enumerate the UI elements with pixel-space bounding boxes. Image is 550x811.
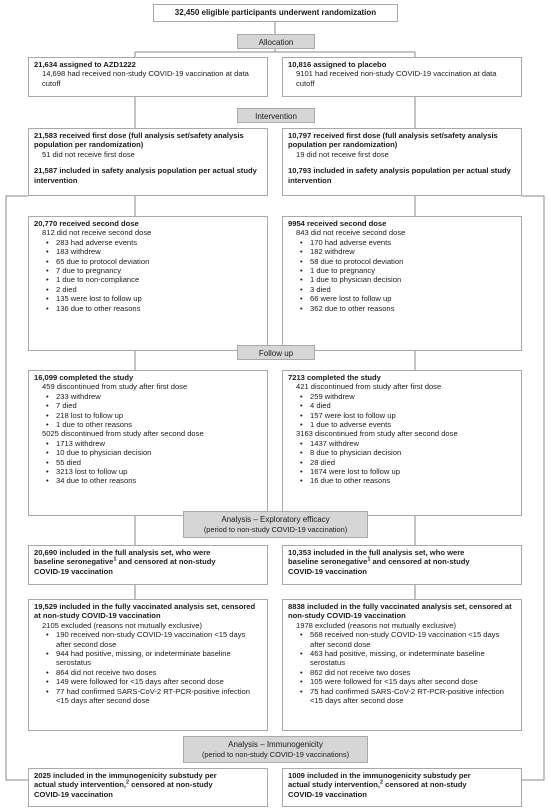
left-completed-title: 16,099 completed the study — [34, 373, 134, 382]
list-item: • 3213 lost to follow up — [56, 467, 262, 476]
list-item: • 568 received non-study COVID-19 vaccination <15 days after second dose — [310, 630, 516, 649]
list-item: • 944 had positive, missing, or indeterminate baseline serostatus — [56, 649, 262, 668]
left-first-dose-sub: 51 did not receive first dose — [42, 149, 135, 159]
left-disc-second: 5025 discontinued from study after second dose — [42, 429, 204, 439]
left-second-dose-title: 20,770 received second dose — [34, 219, 139, 228]
left-fas-line3: COVID-19 vaccination — [34, 566, 113, 576]
list-item: • 218 lost to follow up — [56, 411, 262, 420]
list-item: • 1 due to pregnancy — [310, 266, 516, 275]
left-fas-line2b: and censored at non-study — [116, 557, 216, 567]
right-second-dose-title: 9954 received second dose — [288, 219, 387, 228]
list-item: • 183 withdrew — [56, 247, 262, 256]
list-item: • 34 due to other reasons — [56, 476, 262, 485]
right-fvas-sub: 1978 excluded (reasons not mutually exclusive) — [296, 620, 456, 630]
list-item: • 10 due to physician decision — [56, 448, 262, 457]
phase-immuno-sub: (period to non-study COVID-19 vaccinations) — [201, 749, 350, 759]
right-fas-line2b: and censored at non-study — [370, 557, 470, 567]
right-fvas-list — [288, 630, 516, 705]
left-assign-title: 21,634 assigned to AZD1222 — [34, 60, 136, 69]
left-fas-line1: 20,690 included in the full analysis set, who were — [34, 548, 211, 557]
right-assign-title: 10,816 assigned to placebo — [288, 60, 387, 69]
list-item: • 157 were lost to follow up — [310, 411, 516, 420]
right-first-dose-sub: 19 did not receive first dose — [296, 149, 389, 159]
left-fas-box — [28, 545, 268, 585]
phase-allocation — [237, 34, 315, 49]
list-item: • 105 were followed for <15 days after second dose — [310, 677, 516, 686]
list-item: • 7 due to pregnancy — [56, 266, 262, 275]
list-item: • 77 had confirmed SARS-CoV-2 RT-PCR-positive infection <15 days after second dose — [56, 687, 262, 706]
right-first-dose-box — [282, 128, 522, 196]
left-completed-box — [28, 370, 268, 516]
list-item: • 190 received non-study COVID-19 vaccination <15 days after second dose — [56, 630, 262, 649]
left-immuno-footnote: 2 — [126, 779, 130, 786]
left-fvas-sub: 2105 excluded (reasons not mutually exclusive) — [42, 620, 202, 630]
list-item: • 463 had positive, missing, or indeterminate baseline serostatus — [310, 649, 516, 668]
right-immuno-line1: 1009 included in the immunogenicity substudy per — [288, 771, 471, 780]
list-item: • 136 due to other reasons — [56, 304, 262, 313]
list-item: • 1 due to adverse events — [310, 420, 516, 429]
phase-immuno-title: Analysis – Immunogenicity — [228, 740, 323, 749]
list-item: • 1 due to non-compliance — [56, 275, 262, 284]
left-disc-second-list — [34, 439, 262, 486]
left-second-dose-box — [28, 216, 268, 351]
left-disc-first: 459 discontinued from study after first dose — [42, 382, 188, 392]
right-fas-line2a: baseline seronegative — [288, 557, 368, 567]
right-immuno-line2b: censored at non-study — [383, 780, 467, 790]
right-fas-line1: 10,353 included in the full analysis set, who were — [288, 548, 465, 557]
list-item: • 8 due to physician decision — [310, 448, 516, 457]
list-item: • 58 due to protocol deviation — [310, 257, 516, 266]
list-item: • 362 due to other reasons — [310, 304, 516, 313]
left-safety-title: 21,587 included in safety analysis population per actual study intervention — [34, 166, 257, 185]
left-second-dose-list — [34, 238, 262, 313]
right-assign-box — [282, 57, 522, 97]
list-item: • 233 withdrew — [56, 392, 262, 401]
right-completed-title: 7213 completed the study — [288, 373, 381, 382]
randomization-box — [153, 4, 398, 22]
list-item: • 1713 withdrew — [56, 439, 262, 448]
list-item: • 149 were followed for <15 days after second dose — [56, 677, 262, 686]
left-immuno-line2a: actual study intervention, — [34, 780, 126, 790]
list-item: • 55 died — [56, 458, 262, 467]
list-item: • 2 died — [56, 285, 262, 294]
phase-exploratory-efficacy — [183, 511, 368, 538]
phase-immunogenicity — [183, 736, 368, 763]
right-disc-second-list — [288, 439, 516, 486]
left-assign-sub: 14,698 had received non-study COVID-19 vaccination at data cutoff — [42, 69, 249, 88]
right-completed-box — [282, 370, 522, 516]
left-fas-line2a: baseline seronegative — [34, 557, 114, 567]
left-fvas-box — [28, 599, 268, 731]
list-item: • 75 had confirmed SARS-CoV-2 RT-PCR-positive infection <15 days after second dose — [310, 687, 516, 706]
right-second-dose-box — [282, 216, 522, 351]
left-first-dose-box — [28, 128, 268, 196]
left-disc-first-list — [34, 392, 262, 430]
list-item: • 862 did not receive two doses — [310, 668, 516, 677]
list-item: • 135 were lost to follow up — [56, 294, 262, 303]
left-immuno-line1: 2025 included in the immunogenicity substudy per — [34, 771, 217, 780]
list-item: • 4 died — [310, 401, 516, 410]
list-item: • 283 had adverse events — [56, 238, 262, 247]
left-immuno-box — [28, 768, 268, 807]
list-item: • 66 were lost to follow up — [310, 294, 516, 303]
phase-allocation-label: Allocation — [258, 38, 294, 47]
left-fvas-title: 19,529 included in the fully vaccinated analysis set, censored at non-study COVID-19 vaccination — [34, 602, 256, 621]
right-fvas-box — [282, 599, 522, 731]
right-immuno-line2a: actual study intervention, — [288, 780, 380, 790]
list-item: • 1 due to physician decision — [310, 275, 516, 284]
list-item: • 182 withdrew — [310, 247, 516, 256]
right-fas-box — [282, 545, 522, 585]
phase-exploratory-title: Analysis – Exploratory efficacy — [221, 515, 330, 524]
right-second-dose-list — [288, 238, 516, 313]
right-first-dose-title: 10,797 received first dose (full analysis set/safety analysis population per randomization) — [288, 131, 498, 150]
right-assign-sub: 9101 had received non-study COVID-19 vaccination at data cutoff — [296, 69, 497, 88]
list-item: • 1437 withdrew — [310, 439, 516, 448]
phase-intervention — [237, 108, 315, 123]
right-immuno-line3: COVID-19 vaccination — [288, 789, 367, 799]
right-second-dose-sub: 843 did not receive second dose — [296, 228, 406, 238]
left-fas-footnote: 1 — [113, 556, 117, 563]
left-fvas-list — [34, 630, 262, 705]
list-item: • 28 died — [310, 458, 516, 467]
list-item: • 65 due to protocol deviation — [56, 257, 262, 266]
left-first-dose-title: 21,583 received first dose (full analysis set/safety analysis population per randomization) — [34, 131, 244, 150]
right-immuno-box — [282, 768, 522, 807]
left-immuno-line2b: censored at non-study — [129, 780, 213, 790]
right-fas-footnote: 1 — [367, 556, 371, 563]
left-immuno-line3: COVID-19 vaccination — [34, 789, 113, 799]
list-item: • 170 had adverse events — [310, 238, 516, 247]
right-immuno-footnote: 2 — [380, 779, 384, 786]
phase-follow-up — [237, 345, 315, 360]
right-fas-line3: COVID-19 vaccination — [288, 566, 367, 576]
left-second-dose-sub: 812 did not receive second dose — [42, 228, 152, 238]
phase-follow-up-label: Follow up — [258, 349, 294, 358]
phase-exploratory-sub: (period to non-study COVID-19 vaccination) — [203, 524, 348, 534]
right-disc-first-list — [288, 392, 516, 430]
list-item: • 16 due to other reasons — [310, 476, 516, 485]
right-disc-first: 421 discontinued from study after first dose — [296, 382, 442, 392]
left-assign-box — [28, 57, 268, 97]
right-safety-title: 10,793 included in safety analysis population per actual study intervention — [288, 166, 511, 185]
list-item: • 259 withdrew — [310, 392, 516, 401]
list-item: • 1 due to other reasons — [56, 420, 262, 429]
list-item: • 3 died — [310, 285, 516, 294]
phase-intervention-label: Intervention — [255, 112, 297, 121]
list-item: • 1674 were lost to follow up — [310, 467, 516, 476]
right-fvas-title: 8838 included in the fully vaccinated analysis set, censored at non-study COVID-19 vaccination — [288, 602, 512, 621]
randomization-text: 32,450 eligible participants underwent randomization — [174, 8, 377, 17]
list-item: • 864 did not receive two doses — [56, 668, 262, 677]
list-item: • 7 died — [56, 401, 262, 410]
right-disc-second: 3163 discontinued from study after second dose — [296, 429, 458, 439]
